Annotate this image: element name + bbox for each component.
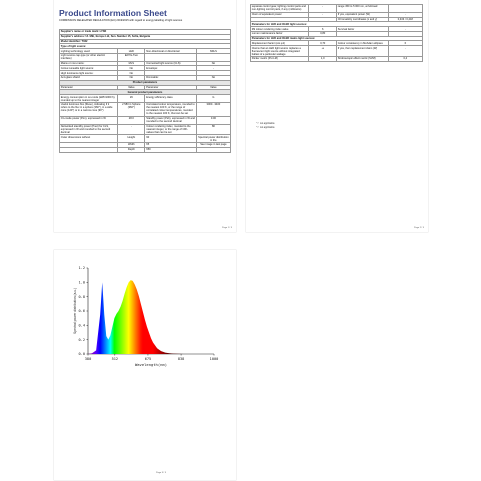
table-cell: R9 colour rendering index value <box>251 27 309 32</box>
table-cell: Colour-tuneable light source: <box>60 66 118 71</box>
table-cell: Height <box>118 135 145 143</box>
table-cell: G <box>196 95 230 103</box>
table-cell: 1,0 <box>309 57 337 62</box>
table-cell: Dimmable: <box>145 76 196 81</box>
table-cell: Light source cap-type (or other electric interface) <box>60 53 118 61</box>
x-tick-label: 512 <box>111 357 119 361</box>
parameters-table <box>250 4 423 62</box>
y-tick-label: 1.2 <box>78 266 85 271</box>
table-cell: 80 <box>196 124 230 135</box>
table-row <box>251 57 423 62</box>
table-cell: 29 <box>118 95 145 103</box>
table-cell: separate control gear, lighting control parts and non-lighting control parts, if any (millimetre) <box>251 5 309 13</box>
table-cell: No <box>118 66 145 71</box>
table-cell: If yes, equivalent power (W) <box>336 12 388 17</box>
y-tick-label: 0.2 <box>78 337 85 342</box>
table-cell: 3000...3400 <box>196 102 230 116</box>
table-row <box>251 5 423 13</box>
table-cell: 6 <box>388 41 422 46</box>
y-tick-label: 0.0 <box>78 352 85 357</box>
table-cell: range 450 to 5 000 nm, at full-load <box>336 5 388 13</box>
table-cell: 0,70 <box>309 41 337 46</box>
table-cell <box>388 5 422 13</box>
table-row <box>60 53 231 61</box>
table-cell: Claims that an LED light source replaces a fluorescent light source without integrated ballast of a particular wattage <box>251 46 309 57</box>
product-info-table <box>59 29 231 153</box>
table-cell: Displacement factor (cos φ1) <box>251 41 309 46</box>
table-row <box>60 116 231 124</box>
x-tick-label: 380 <box>84 357 92 361</box>
table-cell: - <box>196 66 230 71</box>
table-cell: No <box>118 76 145 81</box>
table-cell: 0,80 <box>309 31 337 36</box>
table-cell: General product parameters <box>60 90 231 95</box>
table-cell: Parameter <box>145 85 196 90</box>
table-cell <box>145 53 196 61</box>
page-number: Page 3 / 3 <box>156 472 166 474</box>
table-cell: If yes, then replacement claim (W) <box>336 46 388 57</box>
table-cell: Lighting technology used: <box>60 49 118 54</box>
table-cell: On-mode power (Pon), expressed in W <box>60 116 118 124</box>
table-cell <box>196 147 230 152</box>
footnote-2: "-": not applicable <box>256 126 275 129</box>
table-cell: Envelope: <box>145 66 196 71</box>
table-cell: 6 <box>309 27 337 32</box>
table-cell: See image in last page <box>196 143 230 148</box>
table-cell: Useful luminous flux (Φuse), indicating if it refers to the flux in a sphere (360°), in a wide cone (120°) or in a narrow cone (90°) <box>60 102 118 116</box>
table-cell: No <box>196 76 230 81</box>
table-cell: Anti-glare shield: <box>60 76 118 81</box>
page-2 <box>246 0 428 232</box>
table-cell: Survival factor <box>336 27 388 32</box>
y-tick-label: 0.4 <box>78 323 85 328</box>
table-cell: E27/G-Two <box>118 53 145 61</box>
table-cell: 65 <box>145 143 196 148</box>
table-cell: Width <box>118 143 145 148</box>
table-cell: - <box>309 5 337 13</box>
table-cell <box>60 147 118 152</box>
table-row <box>60 147 231 152</box>
table-cell: - <box>388 12 422 17</box>
table-row <box>60 135 231 143</box>
page-number: Page 1 / 3 <box>222 227 232 229</box>
table-cell: Claim of equivalent power <box>251 12 309 17</box>
x-tick-label: 675 <box>144 357 152 361</box>
table-cell: -a <box>309 46 337 57</box>
table-cell: Non-directional or directional: <box>145 49 196 54</box>
table-cell: Value <box>118 85 145 90</box>
table-cell: Value <box>196 85 230 90</box>
table-cell: Colour rendering index, rounded to the nearest integer, or the range of CRI-values that can be set <box>145 124 196 135</box>
table-cell: - <box>388 27 422 32</box>
y-tick-label: 0.6 <box>78 309 85 314</box>
table-cell: Correlated colour temperature, rounded to the nearest 100 K, or the range of correlated colour temperatures, rounded to the nearest 100 K, that can be set <box>146 103 195 116</box>
table-cell: Parameters for LED and OLED mains light sources: <box>251 36 423 41</box>
table-cell: Parameters for LED and OLED light sources: <box>251 22 423 27</box>
table-cell: NDLS <box>196 49 230 54</box>
spectrum-area <box>88 280 214 354</box>
table-cell: Supplier's address: Ul. 96E, Europe Ltd, Sun. Number 15, Sofia, Bulgaria <box>60 34 231 39</box>
table-cell: No <box>196 61 230 66</box>
table-cell: Outer dimensions without <box>60 135 118 143</box>
footnote-1: "-": not applicable <box>256 122 275 125</box>
page-title: Product Information Sheet <box>59 8 167 18</box>
table-cell: Supplier's name or trade mark: LYNX <box>60 30 231 35</box>
spectral-chart <box>54 250 236 380</box>
table-cell: 650 <box>145 147 196 152</box>
x-axis-label: Wavelength(nm) <box>134 362 168 367</box>
table-row <box>251 46 423 57</box>
table-cell: Energy efficiency class <box>145 95 196 103</box>
y-tick-label: 0.8 <box>78 294 85 299</box>
table-cell: - <box>118 124 145 135</box>
table-cell: Model identifier: T022 <box>60 39 231 44</box>
table-cell: 0,4 <box>388 57 422 62</box>
page-3 <box>54 250 236 480</box>
table-cell: Connected light source (CLS): <box>145 61 196 66</box>
table-cell: High luminance light source: <box>60 71 118 76</box>
table-row <box>60 102 231 116</box>
table-cell: 28.0 <box>118 116 145 124</box>
table-cell <box>196 53 230 61</box>
table-cell: - <box>309 12 337 17</box>
table-cell: MLS <box>118 61 145 66</box>
y-axis-label: Spectral power distribution (a.u.) <box>73 288 77 334</box>
table-cell: Product parameters <box>60 80 231 85</box>
page-subtitle: COMMISSION DELEGATED REGULATION (EU) 2019/2015 with regard to energy labelling of light sources <box>59 19 183 22</box>
table-cell: Colour consistency in McAdam ellipses <box>336 41 388 46</box>
x-tick-label: 838 <box>177 357 185 361</box>
page-1 <box>54 0 236 232</box>
table-cell: Spectral power distribution in the <box>198 135 229 142</box>
table-cell: - <box>388 46 422 57</box>
table-cell: Flicker metric (Pst LM) <box>251 57 309 62</box>
table-cell: 0,433 / 0,418 <box>388 17 422 22</box>
table-cell: LED <box>118 49 145 54</box>
table-cell: Energy consumption in on-mode (kWh/1000 h), rounded up to the nearest integer <box>60 95 118 103</box>
y-tick-label: 1.0 <box>78 280 85 285</box>
table-cell: Stroboscopic effect metric (SVM) <box>336 57 388 62</box>
page-number: Page 2 / 3 <box>414 227 424 229</box>
table-cell: Standby power (Psb), expressed in W and rounded to the second decimal <box>146 117 195 124</box>
table-cell: Networked standby power (Pnet) for CLS, expressed in W and rounded to the second decimal <box>60 124 118 135</box>
table-cell: 2 580 in Sphere (360°) <box>118 102 145 116</box>
table-row <box>60 95 231 103</box>
table-cell: 90 <box>145 135 196 143</box>
table-cell: No <box>118 71 145 76</box>
table-cell: Chromaticity coordinates (x and y) <box>336 17 388 22</box>
x-tick-label: 1000 <box>209 357 219 361</box>
table-cell: Lumen maintenance factor <box>251 31 309 36</box>
table-cell: Parameter <box>60 85 118 90</box>
table-cell: 0.00 <box>196 116 230 124</box>
table-cell: Type of light source: <box>60 44 231 49</box>
table-cell: Mains or non-mains: <box>60 61 118 66</box>
table-cell: Depth <box>118 147 145 152</box>
table-row <box>60 124 231 135</box>
